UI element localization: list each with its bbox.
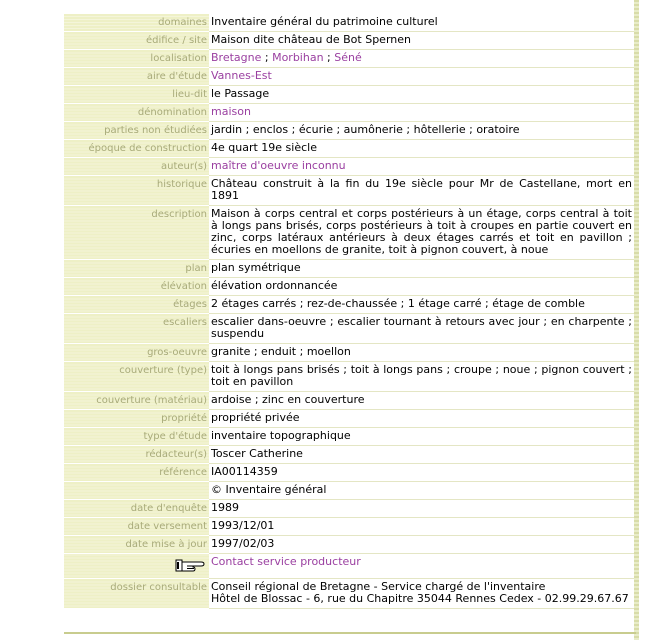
row-lieudit: [64, 86, 634, 104]
value-edifice: Maison dite château de Bot Spernen: [209, 32, 634, 50]
dossier-line-2: Hôtel de Blossac - 6, rue du Chapitre 35044 Rennes Cedex - 02.99.29.67.67: [211, 592, 629, 605]
value-historique: Château construit à la fin du 19e siècle pour Mr de Castellane, mort en 1891: [209, 176, 634, 206]
label-couverture-materiau: couverture (matériau): [64, 392, 209, 410]
value-reference: IA00114359: [209, 464, 634, 482]
row-date-versement: [64, 518, 634, 536]
link-bretagne[interactable]: Bretagne: [211, 51, 262, 64]
label-dossier: dossier consultable: [64, 579, 209, 609]
value-denomination: [209, 104, 634, 122]
label-type-etude: type d'étude: [64, 428, 209, 446]
value-epoque: 4e quart 19e siècle: [209, 140, 634, 158]
row-contact: [64, 554, 634, 579]
label-elevation: élévation: [64, 278, 209, 296]
row-propriete: [64, 410, 634, 428]
label-date-versement: date versement: [64, 518, 209, 536]
label-denomination: dénomination: [64, 104, 209, 122]
contact-link[interactable]: Contact service producteur: [211, 555, 361, 568]
row-elevation: [64, 278, 634, 296]
label-propriete: propriété: [64, 410, 209, 428]
row-date-maj: [64, 536, 634, 554]
row-reference: [64, 464, 634, 482]
label-historique: historique: [64, 176, 209, 206]
row-etages: [64, 296, 634, 314]
row-grosoeuvre: [64, 344, 634, 362]
label-couverture-type: couverture (type): [64, 362, 209, 392]
row-historique: [64, 176, 634, 206]
label-description: description: [64, 206, 209, 260]
right-rail: [634, 0, 639, 640]
label-domaines: domaines: [64, 14, 209, 32]
row-localisation: [64, 50, 634, 68]
label-aire: aire d'étude: [64, 68, 209, 86]
row-epoque: [64, 140, 634, 158]
dossier-line-1: Conseil régional de Bretagne - Service chargé de l'inventaire: [211, 580, 546, 593]
value-date-enquete: 1989: [209, 500, 634, 518]
row-edifice: [64, 32, 634, 50]
value-redacteur: Toscer Catherine: [209, 446, 634, 464]
row-auteurs: [64, 158, 634, 176]
value-copyright: © Inventaire général: [209, 482, 634, 500]
label-grosoeuvre: gros-oeuvre: [64, 344, 209, 362]
row-domaines: [64, 14, 634, 32]
value-etages: 2 étages carrés ; rez-de-chaussée ; 1 étage carré ; étage de comble: [209, 296, 634, 314]
label-localisation: localisation: [64, 50, 209, 68]
pointing-hand-icon[interactable]: [175, 565, 207, 576]
bottom-divider: [64, 632, 636, 634]
label-lieudit: lieu-dit: [64, 86, 209, 104]
row-aire: [64, 68, 634, 86]
row-description: [64, 206, 634, 260]
row-couverture-materiau: [64, 392, 634, 410]
link-auteur[interactable]: maître d'oeuvre inconnu: [211, 159, 346, 172]
label-etages: étages: [64, 296, 209, 314]
row-copyright: [64, 482, 634, 500]
label-plan: plan: [64, 260, 209, 278]
value-couverture-materiau: ardoise ; zinc en couverture: [209, 392, 634, 410]
value-aire: [209, 68, 634, 86]
value-date-maj: 1997/02/03: [209, 536, 634, 554]
value-couverture-type: toit à longs pans brisés ; toit à longs pans ; croupe ; noue ; pignon couvert ; toit en pavillon: [209, 362, 634, 392]
link-denomination[interactable]: maison: [211, 105, 251, 118]
link-sene[interactable]: Séné: [334, 51, 362, 64]
row-date-enquete: [64, 500, 634, 518]
label-date-maj: date mise à jour: [64, 536, 209, 554]
row-type-etude: [64, 428, 634, 446]
value-plan: plan symétrique: [209, 260, 634, 278]
row-plan: [64, 260, 634, 278]
separator: ;: [323, 51, 335, 64]
label-escaliers: escaliers: [64, 314, 209, 344]
value-auteurs: [209, 158, 634, 176]
value-contact: [209, 554, 634, 579]
label-date-enquete: date d'enquête: [64, 500, 209, 518]
row-redacteur: [64, 446, 634, 464]
value-lieudit: le Passage: [209, 86, 634, 104]
row-parties: [64, 122, 634, 140]
row-escaliers: [64, 314, 634, 344]
row-couverture-type: [64, 362, 634, 392]
record-table: [64, 14, 634, 609]
label-reference: référence: [64, 464, 209, 482]
value-domaines: Inventaire général du patrimoine culturel: [209, 14, 634, 32]
value-localisation: [209, 50, 634, 68]
value-grosoeuvre: granite ; enduit ; moellon: [209, 344, 634, 362]
label-epoque: époque de construction: [64, 140, 209, 158]
link-morbihan[interactable]: Morbihan: [272, 51, 324, 64]
value-elevation: élévation ordonnancée: [209, 278, 634, 296]
label-contact: [64, 554, 209, 579]
link-aire-etude[interactable]: Vannes-Est: [211, 69, 272, 82]
value-dossier: [209, 579, 634, 609]
value-parties: jardin ; enclos ; écurie ; aumônerie ; hôtellerie ; oratoire: [209, 122, 634, 140]
row-denomination: [64, 104, 634, 122]
value-type-etude: inventaire topographique: [209, 428, 634, 446]
row-dossier: [64, 579, 634, 609]
value-date-versement: 1993/12/01: [209, 518, 634, 536]
label-edifice: édifice / site: [64, 32, 209, 50]
separator: ;: [261, 51, 273, 64]
value-escaliers: escalier dans-oeuvre ; escalier tournant à retours avec jour ; en charpente ; suspendu: [209, 314, 634, 344]
label-parties: parties non étudiées: [64, 122, 209, 140]
label-auteurs: auteur(s): [64, 158, 209, 176]
value-propriete: propriété privée: [209, 410, 634, 428]
label-copyright: [64, 482, 209, 500]
label-redacteur: rédacteur(s): [64, 446, 209, 464]
value-description: Maison à corps central et corps postérieurs à un étage, corps central à toit à longs pans brisés, corps postérieurs à toit à croupes en partie couvert en zinc, corps latéraux antérieurs à deux étages carrés et toit en pavillon ; écuries en moellons de granite, toit à pignon couvert, à noue: [209, 206, 634, 260]
